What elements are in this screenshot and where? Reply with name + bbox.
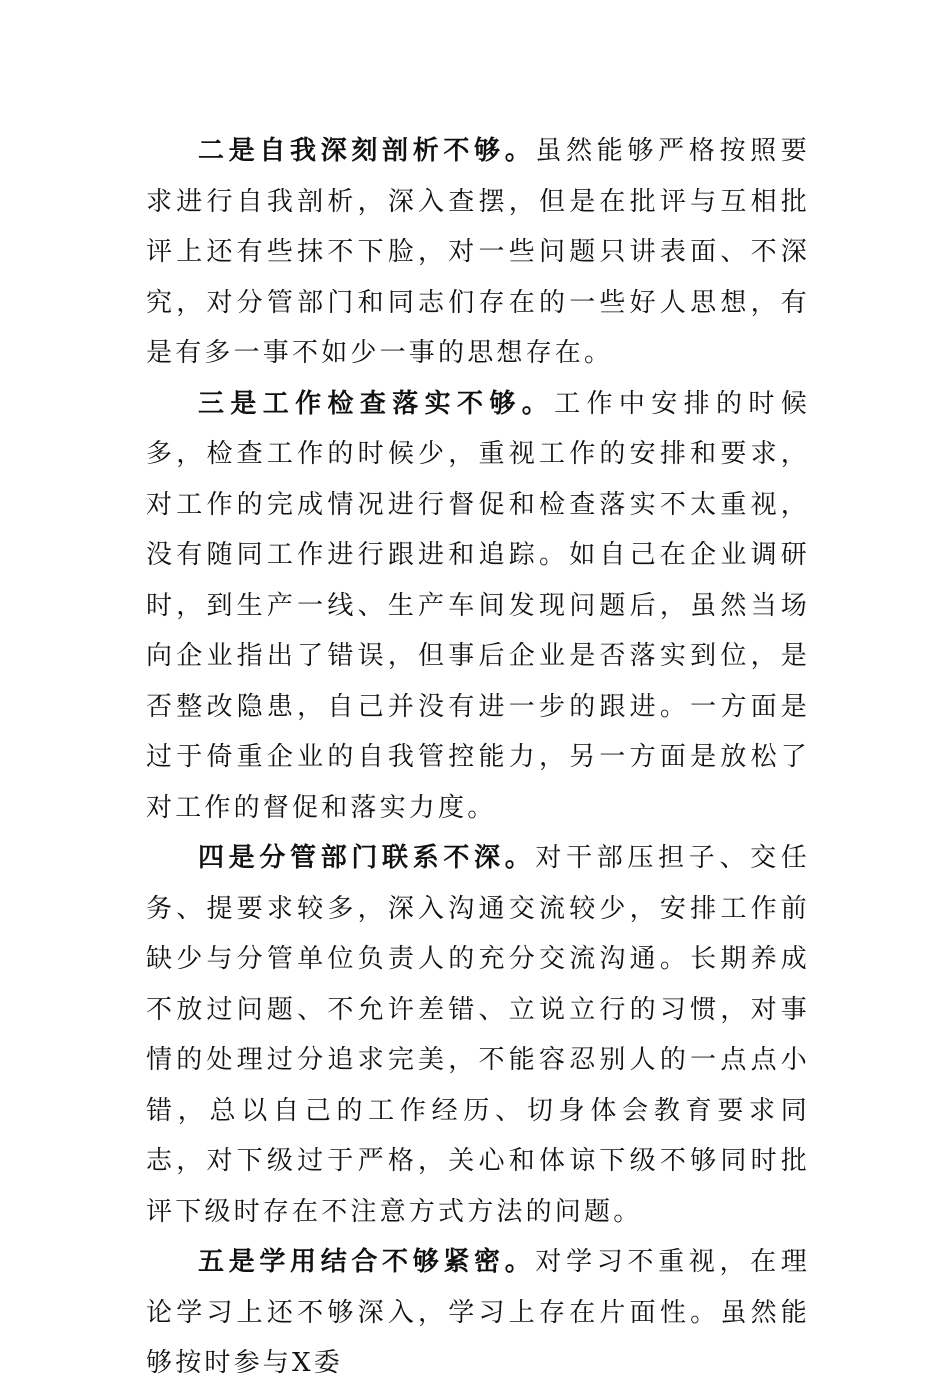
paragraph-text: 工作中安排的时候多，检查工作的时候少，重视工作的安排和要求，对工作的完成情况进行督促和检查落实不太重视，没有随同工作进行跟进和追踪。如自己在企业调研时，到生产一线、生产车间发现问题后，虽然当场向企业指出了错误，但事后企业是否落实到位，是否整改隐患，自己并没有进一步的跟进。一方面是过于倚重企业的自我管控能力，另一方面是放松了对工作的督促和落实力度。 xyxy=(146,388,810,823)
paragraph-heading: 五是学用结合不够紧密。 xyxy=(198,1247,536,1277)
paragraph-department-contact xyxy=(146,833,810,1237)
document-body xyxy=(146,126,810,1389)
paragraph-text: 对干部压担子、交任务、提要求较多，深入沟通交流较少，安排工作前缺少与分管单位负责人的充分交流沟通。长期养成不放过问题、不允许差错、立说立行的习惯，对事情的处理过分追求完美，不能容忍别人的一点点小错，总以自己的工作经历、切身体会教育要求同志，对下级过于严格，关心和体谅下级不够同时批评下级时存在不注意方式方法的问题。 xyxy=(146,843,810,1227)
paragraph-text: 对学习不重视，在理论学习上还不够深入，学习上存在片面性。虽然能够按时参与X委 xyxy=(146,1247,810,1378)
paragraph-work-inspection xyxy=(146,379,810,834)
paragraph-text: 虽然能够严格按照要求进行自我剖析，深入查摆，但是在批评与互相批评上还有些抹不下脸，对一些问题只讲表面、不深究，对分管部门和同志们存在的一些好人思想，有是有多一事不如少一事的思想存在。 xyxy=(146,136,810,368)
paragraph-study-application xyxy=(146,1237,810,1389)
paragraph-heading: 二是自我深刻剖析不够。 xyxy=(198,136,536,166)
paragraph-self-analysis xyxy=(146,126,810,379)
paragraph-heading: 三是工作检查落实不够。 xyxy=(198,388,555,419)
paragraph-heading: 四是分管部门联系不深。 xyxy=(198,843,536,873)
